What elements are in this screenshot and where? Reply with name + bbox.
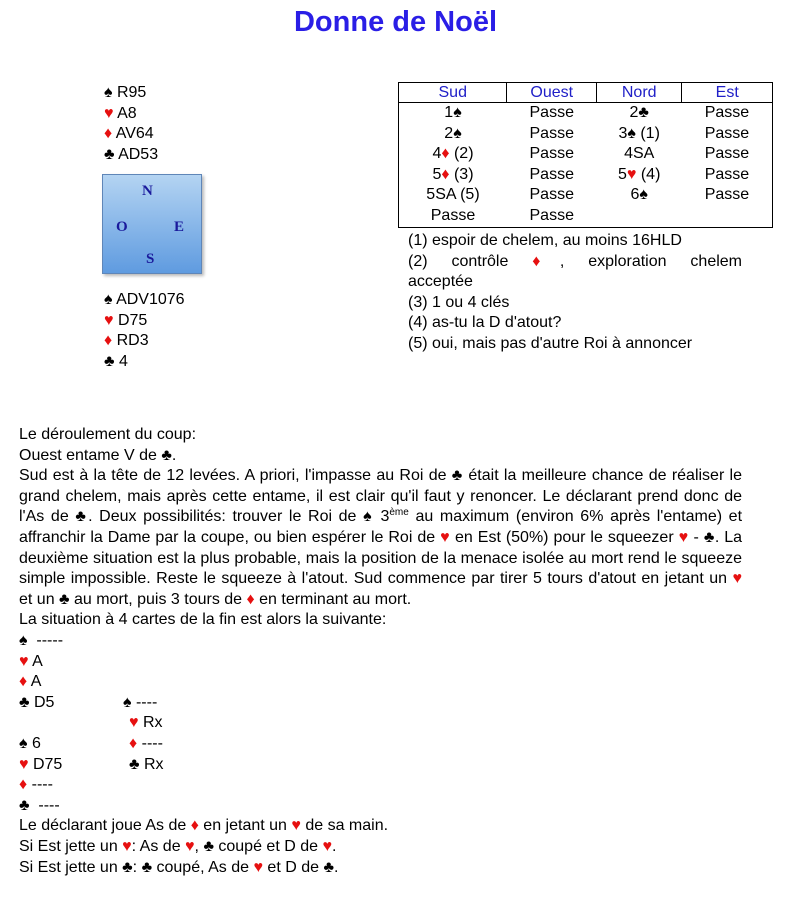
bid-cell: 5SA (5) — [426, 186, 480, 204]
play-description — [19, 425, 742, 878]
spade-icon: ♠ — [104, 84, 113, 101]
diamond-icon: ♦ — [190, 817, 199, 835]
heart-icon: ♥ — [322, 837, 332, 855]
north-diamonds: ♦ AV64 — [104, 125, 154, 143]
bid-cell: 4♦ (2) — [432, 145, 474, 163]
bid-cell: Passe — [529, 165, 574, 183]
bid-cell: Passe — [704, 186, 750, 204]
compass-e: E — [174, 219, 185, 235]
bid-cell: 5♥ (4) — [618, 165, 661, 183]
club-icon: ♣ — [122, 858, 133, 876]
ending-north-clubs: ♣ D5 — [19, 693, 55, 711]
note-2-cont: acceptée — [408, 273, 473, 291]
bid-cell: Passe — [529, 206, 574, 224]
bidding-row — [399, 144, 773, 165]
bidding-row — [399, 206, 773, 227]
bid-cell: Passe — [704, 165, 750, 183]
club-icon: ♣ — [638, 104, 649, 121]
bid-cell: Passe — [529, 145, 574, 163]
club-icon: ♣ — [59, 590, 70, 608]
ending-diagram — [19, 631, 742, 816]
south-hand — [104, 290, 185, 372]
club-icon: ♣ — [129, 755, 140, 773]
spade-icon: ♠ — [453, 104, 462, 121]
bid-cell: 4SA — [624, 145, 655, 163]
club-icon: ♣ — [104, 352, 115, 370]
header-sud: Sud — [399, 83, 507, 103]
ending-south-diamonds: ♦ ---- — [19, 776, 53, 794]
text-line: La situation à 4 cartes de la fin est alors la suivante: — [19, 611, 387, 629]
north-spades: ♠ R95 — [104, 84, 147, 101]
bid-cell — [597, 206, 682, 227]
heart-icon: ♥ — [185, 837, 195, 855]
diamond-icon: ♦ — [104, 332, 113, 350]
bid-cell: Passe — [529, 186, 574, 204]
text-line: Si Est jette un ♥: As de ♥, ♣ coupé et D de ♥. — [19, 837, 337, 855]
diamond-icon: ♦ — [441, 165, 450, 183]
club-icon: ♣ — [141, 858, 153, 876]
bid-cell: 2♠ — [444, 124, 462, 142]
bidding-notes — [408, 231, 742, 355]
note-5: (5) oui, mais pas d'autre Roi à annoncer — [408, 334, 693, 352]
header-est: Est — [682, 83, 773, 103]
south-clubs: ♣ 4 — [104, 352, 128, 370]
diamond-icon: ♦ — [129, 734, 138, 752]
bidding-row — [399, 124, 773, 145]
bidding-header — [399, 83, 773, 103]
club-icon: ♣ — [104, 145, 115, 163]
ending-north-diamonds: ♦ A — [19, 673, 42, 691]
spade-icon: ♠ — [627, 124, 636, 142]
bid-cell: 6♠ — [630, 186, 648, 204]
ending-east-diamonds: ♦ ---- — [129, 734, 163, 752]
club-icon: ♣ — [19, 693, 30, 711]
club-icon: ♣ — [323, 858, 334, 876]
ending-south-clubs: ♣ ---- — [19, 796, 60, 814]
bid-cell: Passe — [529, 104, 574, 121]
diamond-icon: ♦ — [532, 252, 560, 270]
compass-n: N — [142, 183, 153, 199]
club-icon: ♣ — [161, 446, 172, 464]
bidding-row — [399, 103, 773, 124]
bidding-row — [399, 165, 773, 186]
ending-east-hearts: ♥ Rx — [129, 714, 163, 732]
header-nord: Nord — [597, 83, 682, 103]
spade-icon: ♠ — [639, 186, 648, 204]
diamond-icon: ♦ — [246, 590, 255, 608]
compass-box — [102, 174, 202, 274]
diamond-icon: ♦ — [19, 776, 28, 794]
bid-cell: Passe — [704, 104, 750, 121]
bid-cell: Passe — [430, 206, 476, 224]
club-icon: ♣ — [451, 467, 464, 485]
note-1: (1) espoir de chelem, au moins 16HLD — [408, 232, 682, 249]
heart-icon: ♥ — [291, 817, 301, 835]
ending-south-spades: ♠ 6 — [19, 734, 41, 752]
heart-icon: ♥ — [104, 104, 114, 122]
club-icon: ♣ — [203, 837, 214, 855]
text-line: Si Est jette un ♣: ♣ coupé, As de ♥ et D de ♣. — [19, 858, 339, 876]
spade-icon: ♠ — [453, 124, 462, 142]
analysis-paragraph: Sud est à la tête de 12 levées. A priori, l'impasse au Roi de ♣ était la meilleure chance de réaliser le grand chelem, mais après cette entame, il est clair qu'il faut y renoncer. Le déclarant prend donc de l'As de ♣. Deux possibilités: trouver le Roi de ♠ 3ème au maximum (environ 6% après l'entame) et affranchir la Dame par la coupe, ou bien espérer le Roi de ♥ en Est (50%) pour le squeezer ♥ - ♣. La deuxième situation est la plus probable, mais la position de la menace isolée au mort rend le squeeze simple impossible. Reste le squeeze à l'atout. Sud commence par tirer 5 tours d'atout en jetant un ♥ et un ♣ au mort, puis 3 tours de ♦ en terminant au mort. — [19, 467, 743, 608]
bid-cell: Passe — [529, 124, 574, 142]
north-hearts: ♥ A8 — [104, 104, 137, 122]
diamond-icon: ♦ — [19, 673, 28, 691]
heart-icon: ♥ — [19, 755, 29, 773]
club-icon: ♣ — [703, 528, 715, 546]
ending-east-spades: ♠ ---- — [123, 693, 158, 711]
bid-cell: 3♠ (1) — [618, 124, 660, 142]
spade-icon: ♠ — [104, 291, 113, 308]
spade-icon: ♠ — [19, 734, 28, 752]
text-line: Le déclarant joue As de ♦ en jetant un ♥ de sa main. — [19, 817, 389, 835]
text-line: Le déroulement du coup: — [19, 426, 197, 443]
page-title: Donne de Noël — [293, 6, 497, 38]
note-2: (2) contrôle ♦, exploration chelem — [408, 252, 742, 270]
heart-icon: ♥ — [122, 837, 132, 855]
note-4: (4) as-tu la D d'atout? — [408, 314, 562, 332]
bid-cell: 5♦ (3) — [432, 165, 474, 183]
south-diamonds: ♦ RD3 — [104, 332, 149, 350]
north-clubs: ♣ AD53 — [104, 145, 159, 163]
diamond-icon: ♦ — [104, 125, 113, 143]
ending-south-hearts: ♥ D75 — [19, 755, 63, 773]
north-hand — [104, 83, 158, 165]
heart-icon: ♥ — [104, 311, 114, 329]
header-ouest: Ouest — [507, 83, 597, 103]
heart-icon: ♥ — [732, 570, 742, 588]
heart-icon: ♥ — [678, 528, 689, 546]
spade-icon: ♠ — [19, 631, 28, 649]
note-3: (3) 1 ou 4 clés — [408, 293, 510, 311]
bid-cell: Passe — [704, 145, 750, 163]
ending-east-clubs: ♣ Rx — [129, 755, 164, 773]
bid-cell: Passe — [704, 124, 750, 142]
heart-icon: ♥ — [440, 528, 451, 546]
bid-cell: 2♣ — [629, 104, 649, 121]
text-line: Ouest entame V de ♣. — [19, 446, 177, 464]
compass-s: S — [146, 251, 155, 267]
diamond-icon: ♦ — [441, 145, 450, 163]
heart-icon: ♥ — [626, 165, 637, 183]
ending-north-hearts: ♥ A — [19, 652, 43, 670]
bidding-table — [398, 82, 773, 228]
bidding-row — [399, 185, 773, 206]
spade-icon: ♠ — [123, 693, 132, 711]
bid-cell: 1♠ — [444, 104, 462, 121]
south-hearts: ♥ D75 — [104, 311, 148, 329]
heart-icon: ♥ — [129, 714, 139, 732]
bid-cell — [682, 206, 773, 227]
heart-icon: ♥ — [253, 858, 263, 876]
heart-icon: ♥ — [19, 652, 29, 670]
ending-north-spades: ♠ ----- — [19, 631, 64, 649]
club-icon: ♣ — [75, 508, 89, 526]
compass-o: O — [116, 219, 128, 235]
south-spades: ♠ ADV1076 — [104, 291, 185, 308]
club-icon: ♣ — [19, 796, 30, 814]
spade-icon: ♠ — [363, 508, 374, 526]
